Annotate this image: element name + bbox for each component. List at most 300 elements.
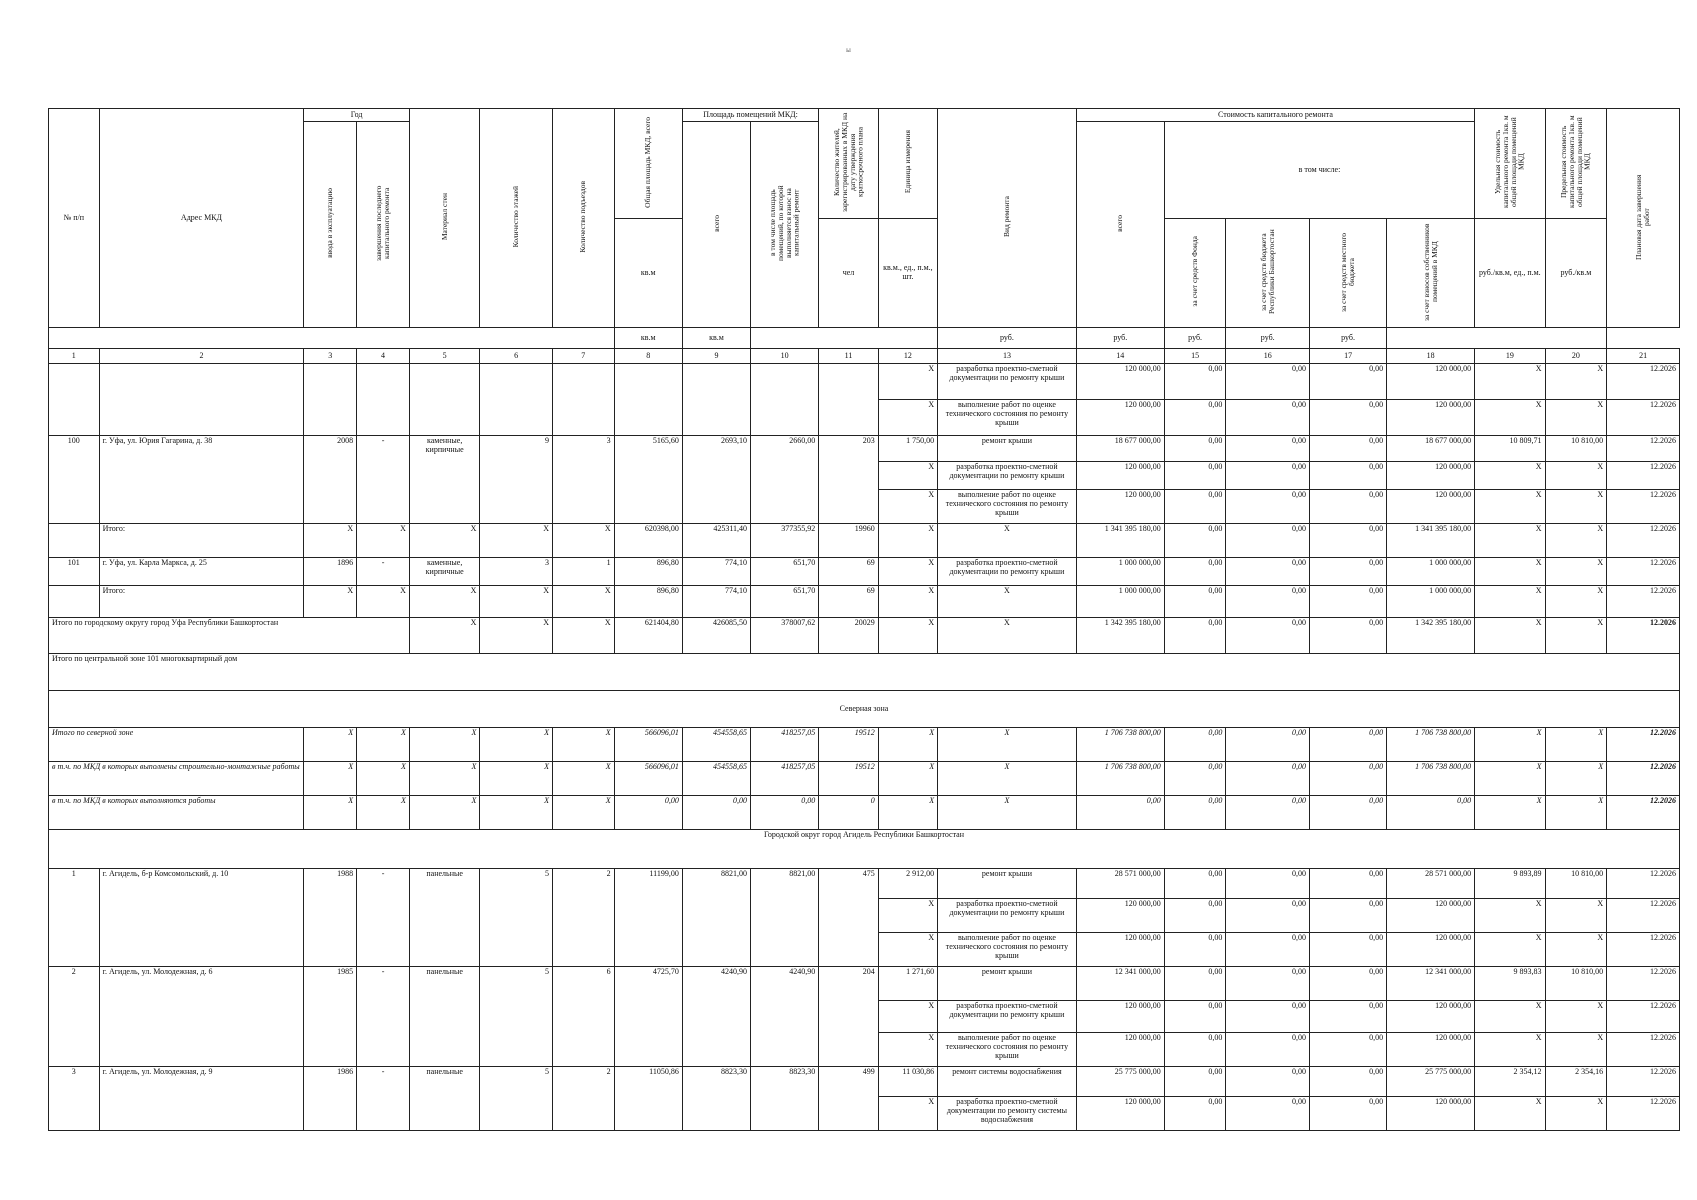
cell-max-cost: X <box>1545 462 1607 490</box>
cell-date: 12.2026 <box>1607 1001 1680 1033</box>
cell-premises-total: 454558,65 <box>682 762 750 796</box>
cell-cost-local: 0,00 <box>1310 618 1387 654</box>
cell-wall-material: панельные <box>409 1067 479 1131</box>
cell-max-cost: X <box>1545 586 1607 618</box>
cell-max-cost: X <box>1545 490 1607 524</box>
cell-cost-republic: 0,00 <box>1226 462 1310 490</box>
cell-year-built: 1985 <box>304 967 357 1067</box>
cell-cost-total: 120 000,00 <box>1076 1097 1164 1131</box>
cell-cost-fund: 0,00 <box>1164 436 1226 462</box>
table-row <box>49 869 1680 899</box>
cell-cost-owners: 120 000,00 <box>1387 1097 1475 1131</box>
cell-specific-cost: X <box>1475 899 1545 933</box>
cell-max-cost: X <box>1545 933 1607 967</box>
cell-year-last-repair: - <box>357 436 410 524</box>
cell-cost-local: 0,00 <box>1310 899 1387 933</box>
cell-floors: X <box>480 586 553 618</box>
cell-residents: 69 <box>819 586 878 618</box>
cell-max-cost: X <box>1545 524 1607 558</box>
cell-cost-owners: 120 000,00 <box>1387 462 1475 490</box>
cell-cost-local: 0,00 <box>1310 1001 1387 1033</box>
col-number: 4 <box>357 349 410 364</box>
cell-date: 12.2026 <box>1607 400 1680 436</box>
cell-address: г. Агидель, ул. Молодежная, д. 9 <box>99 1067 304 1131</box>
cell-max-cost: X <box>1545 762 1607 796</box>
cell-residents: 20029 <box>819 618 878 654</box>
cell-cost-fund: 0,00 <box>1164 762 1226 796</box>
unit-cost-local: руб. <box>1226 328 1310 349</box>
cell-floors: X <box>480 524 553 558</box>
cell-cost-republic: 0,00 <box>1226 899 1310 933</box>
cell-cost-total: 1 341 395 180,00 <box>1076 524 1164 558</box>
cell-repair-type: X <box>938 762 1077 796</box>
cell-cost-republic: 0,00 <box>1226 1033 1310 1067</box>
cell-cost-fund: 0,00 <box>1164 869 1226 899</box>
col-number: 9 <box>682 349 750 364</box>
col-number: 18 <box>1387 349 1475 364</box>
cell-cost-owners: 120 000,00 <box>1387 899 1475 933</box>
cell-cost-republic: 0,00 <box>1226 1001 1310 1033</box>
cell-specific-cost: X <box>1475 1001 1545 1033</box>
cell-cost-owners: 28 571 000,00 <box>1387 869 1475 899</box>
col-residents-header: Количество жителей, зарегистрированных в МКД на дату утверждения краткосрочного плана <box>819 109 878 219</box>
cell-floors: 5 <box>480 869 553 967</box>
cell-cost-local: 0,00 <box>1310 933 1387 967</box>
cell-repair-type: X <box>938 586 1077 618</box>
cell-residents: 203 <box>819 436 878 524</box>
cell-total-area: 11199,00 <box>614 869 682 967</box>
cell-total-area: 566096,01 <box>614 762 682 796</box>
cell-repair-type: выполнение работ по оценке технического состояния по ремонту крыши <box>938 933 1077 967</box>
cell-total-area: 620398,00 <box>614 524 682 558</box>
col-number: 11 <box>819 349 878 364</box>
col-floors-header: Количество этажей <box>480 109 553 328</box>
cell-total-area: 0,00 <box>614 796 682 830</box>
cell-unit: X <box>878 796 937 830</box>
cell-entrances: 2 <box>552 869 614 967</box>
cell-date: 12.2026 <box>1607 490 1680 524</box>
col-cost-fund-header: за счет средств Фонда <box>1164 218 1226 328</box>
cell-wall-material: панельные <box>409 967 479 1067</box>
cell-unit: 1 271,60 <box>878 967 937 1001</box>
col-premises-fund-header: в том числе площадь помещений, по которой выполняется взнос на капитальный ремонт <box>751 122 819 328</box>
cell-unit: X <box>878 618 937 654</box>
cell-specific-cost: X <box>1475 933 1545 967</box>
cell-max-cost: X <box>1545 1001 1607 1033</box>
cell-unit: X <box>878 586 937 618</box>
table-header <box>49 109 1680 364</box>
unit-cost-owners: руб. <box>1310 328 1387 349</box>
col-premises-group-header: Площадь помещений МКД: <box>682 109 818 122</box>
cell-cost-fund: 0,00 <box>1164 586 1226 618</box>
cell-residents: 204 <box>819 967 878 1067</box>
cell-cost-republic: 0,00 <box>1226 967 1310 1001</box>
cell-premises-fund: 8823,30 <box>751 1067 819 1131</box>
cell-wall-material: X <box>409 796 479 830</box>
cell-year-last-repair: - <box>357 558 410 586</box>
cell-premises-total: 454558,65 <box>682 728 750 762</box>
cell-label: в т.ч. по МКД в которых выполняются работы <box>49 796 304 830</box>
cell-date: 12.2026 <box>1607 933 1680 967</box>
cell-year-built: X <box>304 586 357 618</box>
cell-premises-total: 774,10 <box>682 558 750 586</box>
cell-year-built: 1896 <box>304 558 357 586</box>
cell-residents: 19512 <box>819 762 878 796</box>
cell-repair-type: разработка проектно-сметной документации по ремонту крыши <box>938 364 1077 400</box>
cell-cost-local: 0,00 <box>1310 400 1387 436</box>
cell-cost-total: 18 677 000,00 <box>1076 436 1164 462</box>
cell-specific-cost: X <box>1475 586 1545 618</box>
cell-premises-total: 425311,40 <box>682 524 750 558</box>
cell-year-built: 1988 <box>304 869 357 967</box>
cell-cost-local: 0,00 <box>1310 524 1387 558</box>
cell-total-area: 566096,01 <box>614 728 682 762</box>
table-row <box>49 436 1680 462</box>
table-row <box>49 830 1680 869</box>
cell-cost-local: 0,00 <box>1310 796 1387 830</box>
col-number: 3 <box>304 349 357 364</box>
cell-cost-owners: 1 342 395 180,00 <box>1387 618 1475 654</box>
cell-max-cost: X <box>1545 1033 1607 1067</box>
cell-unit: 2 912,00 <box>878 869 937 899</box>
cell-year-last-repair: X <box>357 524 410 558</box>
cell-cost-local: 0,00 <box>1310 436 1387 462</box>
cell-cost-total: 1 000 000,00 <box>1076 586 1164 618</box>
col-number: 14 <box>1076 349 1164 364</box>
cell-total-area: 11050,86 <box>614 1067 682 1131</box>
cell-repair-type: выполнение работ по оценке технического состояния по ремонту крыши <box>938 490 1077 524</box>
col-repair-type-header: Вид ремонта <box>938 109 1077 328</box>
cell-total-area: 5165,60 <box>614 436 682 524</box>
col-cost-incl-header: в том числе: <box>1164 122 1474 219</box>
cell-premises-total: 8823,30 <box>682 1067 750 1131</box>
col-number: 6 <box>480 349 553 364</box>
cell-cost-republic: 0,00 <box>1226 933 1310 967</box>
cell-cost-local: 0,00 <box>1310 586 1387 618</box>
cell-date: 12.2026 <box>1607 1097 1680 1131</box>
cell-address: г. Уфа, ул. Юрия Гагарина, д. 38 <box>99 436 304 524</box>
cell-year-last-repair: X <box>357 586 410 618</box>
cell-premises-fund: 418257,05 <box>751 728 819 762</box>
cell-premises-total: 4240,90 <box>682 967 750 1067</box>
cell-cost-republic: 0,00 <box>1226 1097 1310 1131</box>
cell-unit: X <box>878 462 937 490</box>
cell-address: г. Уфа, ул. Карла Маркса, д. 25 <box>99 558 304 586</box>
cell-repair-type: разработка проектно-сметной документации по ремонту системы водоснабжения <box>938 1097 1077 1131</box>
col-entrances-header: Количество подъездов <box>552 109 614 328</box>
cell-cost-owners: 12 341 000,00 <box>1387 967 1475 1001</box>
cell-premises-fund: 8821,00 <box>751 869 819 967</box>
col-number: 7 <box>552 349 614 364</box>
col-number: 15 <box>1164 349 1226 364</box>
cell-repair-type: разработка проектно-сметной документации по ремонту крыши <box>938 462 1077 490</box>
col-cost-group-header: Стоимость капитального ремонта <box>1076 109 1474 122</box>
cell-year-built: 2008 <box>304 436 357 524</box>
cell-specific-cost: X <box>1475 364 1545 400</box>
cell-wall-material: каменные, кирпичные <box>409 436 479 524</box>
unit-measure: кв.м., ед., п.м., шт. <box>878 218 937 328</box>
cell-cost-owners: 120 000,00 <box>1387 1001 1475 1033</box>
cell-cost-total: 28 571 000,00 <box>1076 869 1164 899</box>
column-numbers-row <box>49 349 1680 364</box>
col-number: 16 <box>1226 349 1310 364</box>
cell-premises-fund: 4240,90 <box>751 967 819 1067</box>
cell-cost-owners: 18 677 000,00 <box>1387 436 1475 462</box>
cell-specific-cost: 2 354,12 <box>1475 1067 1545 1097</box>
cell-address: г. Агидель, ул. Молодежная, д. 6 <box>99 967 304 1067</box>
cell-repair-type: X <box>938 524 1077 558</box>
unit-residents: чел <box>819 218 878 328</box>
table-row <box>49 967 1680 1001</box>
cell-year-built: X <box>304 728 357 762</box>
col-number: 10 <box>751 349 819 364</box>
cell-cost-owners: 1 000 000,00 <box>1387 558 1475 586</box>
cell-date: 12.2026 <box>1607 586 1680 618</box>
cell-max-cost: 10 810,00 <box>1545 967 1607 1001</box>
cell-cost-total: 120 000,00 <box>1076 899 1164 933</box>
cell-cost-owners: 120 000,00 <box>1387 400 1475 436</box>
cell-cost-fund: 0,00 <box>1164 796 1226 830</box>
table-row <box>49 558 1680 586</box>
cell-repair-type: X <box>938 796 1077 830</box>
cell-cost-local: 0,00 <box>1310 967 1387 1001</box>
cell-floors: X <box>480 728 553 762</box>
cell-cost-local: 0,00 <box>1310 1033 1387 1067</box>
cell-cost-fund: 0,00 <box>1164 933 1226 967</box>
cell-entrances: 6 <box>552 967 614 1067</box>
cell-cost-owners: 0,00 <box>1387 796 1475 830</box>
cell-cost-republic: 0,00 <box>1226 762 1310 796</box>
cell-cost-fund: 0,00 <box>1164 728 1226 762</box>
cell-date: 12.2026 <box>1607 899 1680 933</box>
cell-cost-owners: 25 775 000,00 <box>1387 1067 1475 1097</box>
cell-max-cost: X <box>1545 400 1607 436</box>
cell-date: 12.2026 <box>1607 796 1680 830</box>
cell-date: 12.2026 <box>1607 1033 1680 1067</box>
cell-year-built: X <box>304 524 357 558</box>
cell-wall-material: X <box>409 618 479 654</box>
cell-total-area: 896,80 <box>614 558 682 586</box>
cell-repair-type: выполнение работ по оценке технического состояния по ремонту крыши <box>938 1033 1077 1067</box>
cell-cost-local: 0,00 <box>1310 364 1387 400</box>
cell-entrances: X <box>552 618 614 654</box>
table-row <box>49 762 1680 796</box>
cell-specific-cost: X <box>1475 558 1545 586</box>
col-number: 21 <box>1607 349 1680 364</box>
cell-repair-type: разработка проектно-сметной документации по ремонту крыши <box>938 558 1077 586</box>
cell-year-last-repair: X <box>357 796 410 830</box>
page-number: ы <box>846 46 851 54</box>
cell-cost-total: 1 706 738 800,00 <box>1076 728 1164 762</box>
cell-cost-fund: 0,00 <box>1164 400 1226 436</box>
cell-specific-cost: X <box>1475 462 1545 490</box>
cell-cost-fund: 0,00 <box>1164 462 1226 490</box>
cell-entrances: 2 <box>552 1067 614 1131</box>
cell-cost-republic: 0,00 <box>1226 524 1310 558</box>
cell-premises-total: 8821,00 <box>682 869 750 967</box>
cell-cost-total: 120 000,00 <box>1076 1033 1164 1067</box>
cell-premises-fund: 2660,00 <box>751 436 819 524</box>
cell-repair-type: ремонт крыши <box>938 869 1077 899</box>
cell-date: 12.2026 <box>1607 869 1680 899</box>
cell-specific-cost: X <box>1475 618 1545 654</box>
cell-cost-owners: 1 706 738 800,00 <box>1387 762 1475 796</box>
cell-cost-local: 0,00 <box>1310 1097 1387 1131</box>
cell-cost-total: 120 000,00 <box>1076 1001 1164 1033</box>
cell-total-area: 621404,80 <box>614 618 682 654</box>
section-total-row: Итого по центральной зоне 101 многоквартирный дом <box>49 654 1680 691</box>
cell-max-cost: X <box>1545 796 1607 830</box>
cell-floors: 9 <box>480 436 553 524</box>
cell-cost-owners: 1 706 738 800,00 <box>1387 728 1475 762</box>
unit-cost-fund: руб. <box>1076 328 1164 349</box>
cell-cost-republic: 0,00 <box>1226 796 1310 830</box>
col-year-built-header: ввода в эксплуатацию <box>304 122 357 328</box>
cell-residents: 19512 <box>819 728 878 762</box>
cell-num: 100 <box>49 436 100 524</box>
cell-specific-cost: X <box>1475 796 1545 830</box>
cell-premises-total: 2693,10 <box>682 436 750 524</box>
cell-residents: 0 <box>819 796 878 830</box>
cell-wall-material: панельные <box>409 869 479 967</box>
cell-entrances: X <box>552 762 614 796</box>
cell-max-cost: 2 354,16 <box>1545 1067 1607 1097</box>
cell-premises-total: 426085,50 <box>682 618 750 654</box>
cell-floors: 5 <box>480 967 553 1067</box>
cell-specific-cost: X <box>1475 400 1545 436</box>
cell-cost-total: 120 000,00 <box>1076 400 1164 436</box>
cell-specific-cost: X <box>1475 524 1545 558</box>
cell-specific-cost: 9 893,89 <box>1475 869 1545 899</box>
col-cost-total-header: всего <box>1076 122 1164 328</box>
col-number: 17 <box>1310 349 1387 364</box>
cell-cost-owners: 120 000,00 <box>1387 364 1475 400</box>
unit-specific-cost: руб./кв.м, ед., п.м. <box>1475 218 1545 328</box>
cell-unit: X <box>878 490 937 524</box>
cell-repair-type: X <box>938 728 1077 762</box>
cell-cost-republic: 0,00 <box>1226 364 1310 400</box>
cell-premises-fund: 651,70 <box>751 586 819 618</box>
cell-cost-owners: 1 341 395 180,00 <box>1387 524 1475 558</box>
cell-cost-republic: 0,00 <box>1226 728 1310 762</box>
table-row <box>49 796 1680 830</box>
cell-total-area: 4725,70 <box>614 967 682 1067</box>
section-heading-row: Городской округ город Агидель Республики Башкортостан <box>49 830 1680 869</box>
cell-label: в т.ч. по МКД в которых выполнены строительно-монтажные работы <box>49 762 304 796</box>
col-number: 13 <box>938 349 1077 364</box>
cell-unit: X <box>878 400 937 436</box>
table-row <box>49 524 1680 558</box>
col-cost-republic-header: за счет средств бюджета Республики Башкортостан <box>1226 218 1310 328</box>
table-body <box>49 364 1680 1131</box>
cell-floors: 5 <box>480 1067 553 1131</box>
cell-cost-total: 25 775 000,00 <box>1076 1067 1164 1097</box>
col-number: 5 <box>409 349 479 364</box>
cell-specific-cost: X <box>1475 1097 1545 1131</box>
unit-premises-total: кв.м <box>614 328 682 349</box>
cell-unit: 1 750,00 <box>878 436 937 462</box>
cell-date: 12.2026 <box>1607 558 1680 586</box>
col-number: 1 <box>49 349 100 364</box>
cell-cost-republic: 0,00 <box>1226 586 1310 618</box>
cell-cost-fund: 0,00 <box>1164 1097 1226 1131</box>
cell-residents: 499 <box>819 1067 878 1131</box>
cell-num: 1 <box>49 869 100 967</box>
cell-date: 12.2026 <box>1607 762 1680 796</box>
cell-max-cost: X <box>1545 558 1607 586</box>
cell-label: Итого по городскому округу город Уфа Республики Башкортостан <box>49 618 410 654</box>
cell-max-cost: X <box>1545 1097 1607 1131</box>
cell-address: Итого: <box>99 524 304 558</box>
cell-wall-material: каменные, кирпичные <box>409 558 479 586</box>
cell-entrances: 3 <box>552 436 614 524</box>
table-row <box>49 364 1680 400</box>
cell-cost-republic: 0,00 <box>1226 490 1310 524</box>
cell-cost-republic: 0,00 <box>1226 400 1310 436</box>
table-row <box>49 1067 1680 1097</box>
unit-cost-republic: руб. <box>1164 328 1226 349</box>
cell-cost-owners: 120 000,00 <box>1387 933 1475 967</box>
cell-residents: 19960 <box>819 524 878 558</box>
cell-specific-cost: 10 809,71 <box>1475 436 1545 462</box>
col-number: 20 <box>1545 349 1607 364</box>
col-max-cost-header: Предельная стоимость капитального ремонта 1кв. м общей площади помещений МКД <box>1545 109 1607 219</box>
col-planned-date-header: Плановая дата завершения работ <box>1607 109 1680 328</box>
col-cost-owners-header: за счет взносов собственников помещений в МКД <box>1387 218 1475 328</box>
cell-cost-total: 1 342 395 180,00 <box>1076 618 1164 654</box>
cell-cost-fund: 0,00 <box>1164 1001 1226 1033</box>
section-heading-row: Северная зона <box>49 691 1680 728</box>
cell-max-cost: 10 810,00 <box>1545 436 1607 462</box>
col-total-area-header: Общая площадь МКД, всего <box>614 109 682 219</box>
cell-cost-total: 120 000,00 <box>1076 490 1164 524</box>
cell-total-area: 896,80 <box>614 586 682 618</box>
cell-cost-local: 0,00 <box>1310 1067 1387 1097</box>
cell-year-built: X <box>304 796 357 830</box>
col-year-group-header: Год <box>304 109 410 122</box>
col-premises-total-header: всего <box>682 122 750 328</box>
cell-unit: X <box>878 899 937 933</box>
cell-wall-material: X <box>409 762 479 796</box>
cell-wall-material: X <box>409 586 479 618</box>
col-year-last-repair-header: завершения последнего капитального ремонта <box>357 122 410 328</box>
col-num-header: № п/п <box>49 109 100 328</box>
cell-premises-fund: 377355,92 <box>751 524 819 558</box>
cell-date: 12.2026 <box>1607 967 1680 1001</box>
cell-cost-republic: 0,00 <box>1226 1067 1310 1097</box>
cell-unit: X <box>878 1097 937 1131</box>
cell-premises-fund: 418257,05 <box>751 762 819 796</box>
cell-cost-total: 120 000,00 <box>1076 933 1164 967</box>
table-row <box>49 728 1680 762</box>
cell-date: 12.2026 <box>1607 1067 1680 1097</box>
cell-specific-cost: X <box>1475 728 1545 762</box>
cell-cost-republic: 0,00 <box>1226 618 1310 654</box>
cell-cost-total: 1 706 738 800,00 <box>1076 762 1164 796</box>
table-row <box>49 654 1680 691</box>
cell-wall-material: X <box>409 524 479 558</box>
cell-cost-local: 0,00 <box>1310 490 1387 524</box>
cell-cost-fund: 0,00 <box>1164 1067 1226 1097</box>
cell-cost-local: 0,00 <box>1310 728 1387 762</box>
col-cost-local-header: за счет средств местного бюджета <box>1310 218 1387 328</box>
cell-floors: X <box>480 796 553 830</box>
cell-repair-type: X <box>938 618 1077 654</box>
cell-entrances: X <box>552 728 614 762</box>
cell-cost-local: 0,00 <box>1310 558 1387 586</box>
cell-cost-fund: 0,00 <box>1164 558 1226 586</box>
cell-specific-cost: X <box>1475 490 1545 524</box>
